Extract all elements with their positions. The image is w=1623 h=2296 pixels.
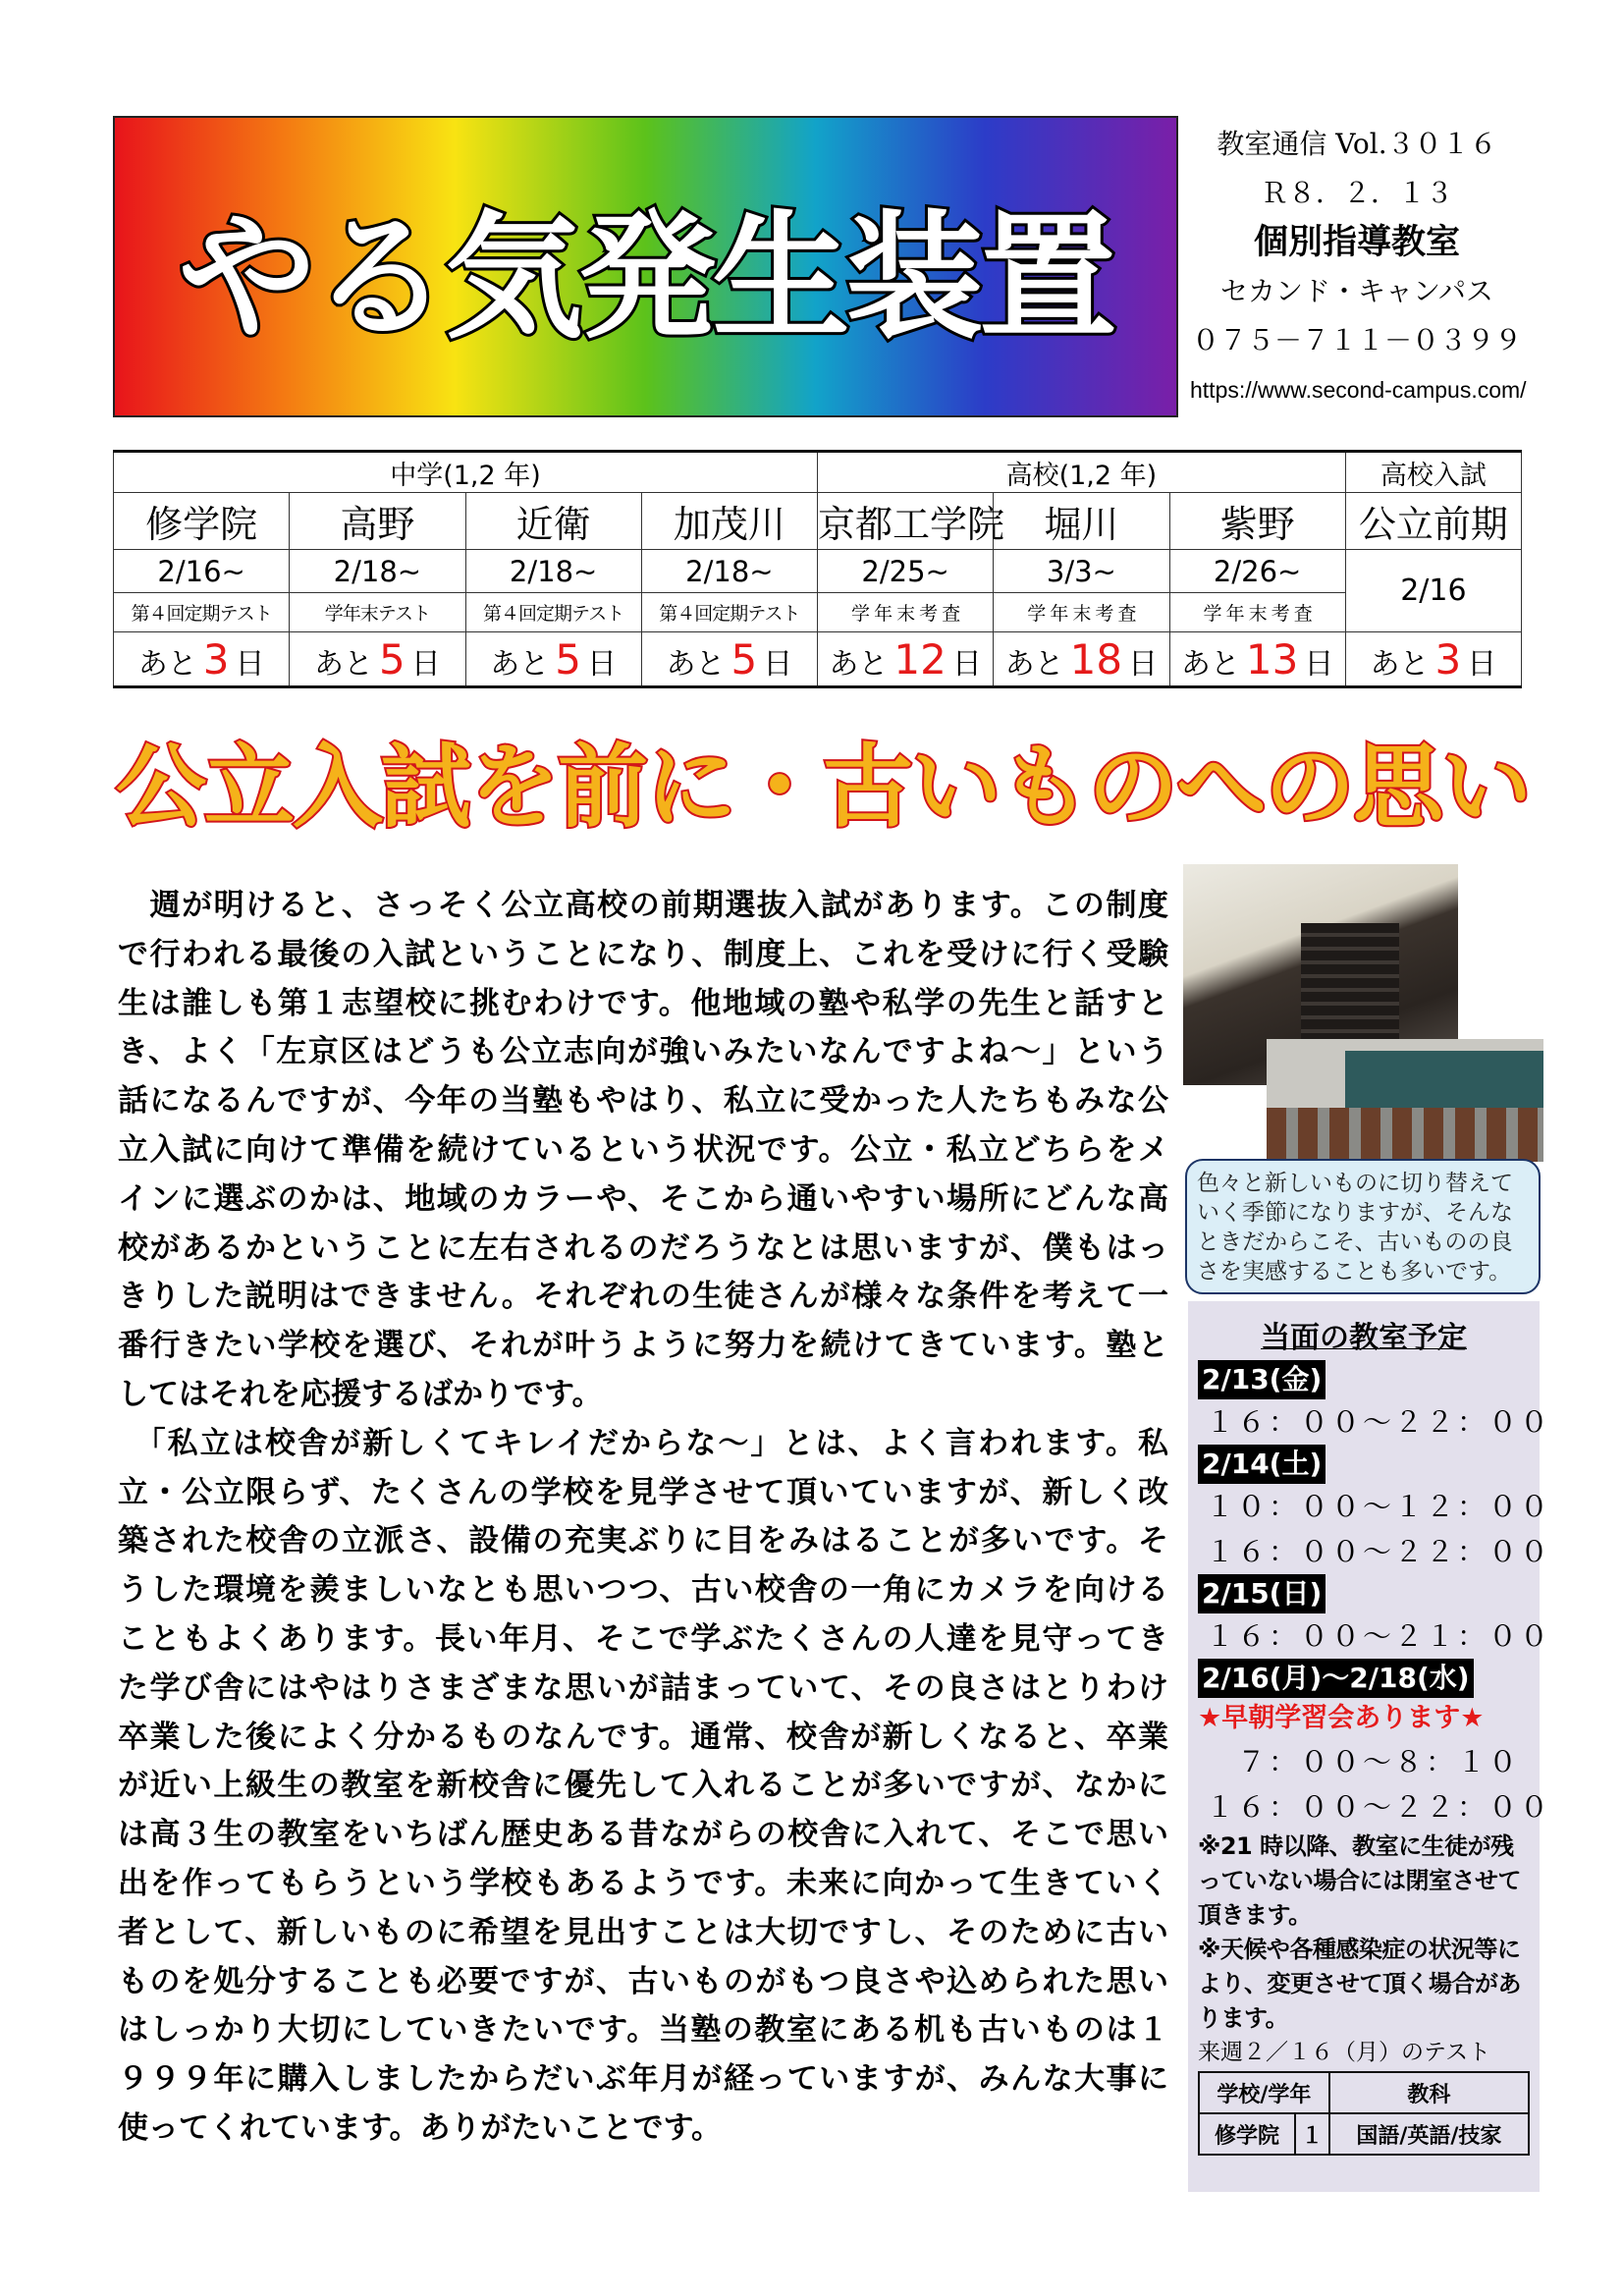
col-subject: 教科 xyxy=(1329,2072,1529,2113)
article-line: 立入試に向けて準備を続けているという状況です。公立・私立どちらをメ xyxy=(118,1131,1168,1168)
blackboard xyxy=(1345,1051,1543,1108)
article-line: 番行きたい学校を選び、それが叶うように努力を続けてきています。塾と xyxy=(118,1328,1168,1364)
countdown-cell xyxy=(1345,632,1521,687)
schedule-day xyxy=(1198,1574,1552,1659)
schedule-time: １６：００～２２：００ xyxy=(1206,1790,1552,1824)
countdown-cell xyxy=(290,632,465,687)
desks xyxy=(1267,1108,1543,1162)
countdown-days: 3 xyxy=(202,634,230,683)
early-study-notice: ★早朝学習会あります★ xyxy=(1198,1703,1485,1733)
title-banner xyxy=(113,116,1178,417)
school-name: 修学院 xyxy=(114,493,290,550)
test-grade: １ xyxy=(1295,2113,1329,2155)
countdown-cell xyxy=(1169,632,1345,687)
countdown-suffix: 日 xyxy=(586,646,617,682)
article-line: は高３生の教室をいちばん歴史ある昔ながらの校舎に入れて、そこで思い xyxy=(118,1817,1168,1853)
school-name: 紫野 xyxy=(1169,493,1345,550)
article-line: 週が明けると、さっそく公立高校の前期選抜入試があります。この制度 xyxy=(118,888,1168,923)
change-note: ※天候や各種感染症の状況等により、変更させて頂く場合があります。 xyxy=(1198,1936,1521,2032)
test-start-date: 2/25~ xyxy=(818,550,994,593)
countdown-days: 5 xyxy=(555,634,581,683)
classroom-photo xyxy=(1267,1039,1543,1162)
schedule-date: 2/16(月)～2/18(水) xyxy=(1198,1659,1474,1698)
countdown-suffix: 日 xyxy=(763,646,793,682)
article-paragraph-2 xyxy=(118,1420,1168,2154)
test-countdown-table xyxy=(113,450,1522,688)
countdown-days: 5 xyxy=(379,634,406,683)
countdown-cell xyxy=(465,632,641,687)
school-name: 加茂川 xyxy=(641,493,817,550)
test-name: 学年末テスト xyxy=(290,593,465,632)
test-start-date: 2/18~ xyxy=(290,550,465,593)
article-line: してはそれを応援するばかりです。 xyxy=(118,1376,603,1412)
article-line: 出を作ってもらうという学校もあるようです。未来に向かって生きていく xyxy=(118,1865,1168,1901)
article-line: た学び舎にはやはりさまざまな思いが詰まっていて、その良さはとりわけ xyxy=(118,1669,1168,1706)
schedule-title: 当面の教室予定 xyxy=(1261,1321,1467,1355)
countdown-prefix: あと xyxy=(314,646,373,682)
article-line: 築された校舎の立派さ、設備の充実ぶりに目をみはることが多いです。そ xyxy=(118,1523,1168,1559)
article-line: はしっかり大切にしていきたいです。当塾の教室にある机も古いものは１ xyxy=(118,2012,1168,2049)
countdown-cell xyxy=(641,632,817,687)
article-line: 立・公立限らず、たくさんの学校を見学させて頂いていますが、新しく改 xyxy=(118,1474,1168,1510)
schedule-day xyxy=(1198,1445,1552,1574)
newsletter-info xyxy=(1190,120,1527,414)
group-high-school: 高校(1,2 年) xyxy=(818,452,1346,493)
article-line: が近い上級生の教室を新校舎に優先して入れることが多いですが、なかに xyxy=(118,1768,1168,1804)
org-name: 個別指導教室 xyxy=(1253,222,1460,262)
article-line: 「私立は校舎が新しくてキレイだからな～」とは、よく言われます。私 xyxy=(118,1425,1168,1461)
website-link[interactable]: https://www.second-campus.com/ xyxy=(1190,377,1527,403)
countdown-suffix: 日 xyxy=(410,646,441,682)
article-body xyxy=(118,882,1168,2154)
test-start-date: 3/3~ xyxy=(994,550,1169,593)
schedule-time: １０：００～１２：００ xyxy=(1206,1490,1552,1523)
article-line: 者として、新しいものに希望を見出すことは大切ですし、そのために古い xyxy=(118,1914,1168,1950)
classroom-schedule-panel xyxy=(1188,1301,1552,2192)
school-name: セカンド・キャンパス xyxy=(1219,275,1494,307)
countdown-suffix: 日 xyxy=(1128,646,1159,682)
article-headline: 公立入試を前に・古いものへの思い xyxy=(116,735,1531,840)
test-school: 修学院 xyxy=(1199,2113,1295,2155)
countdown-suffix: 日 xyxy=(1304,646,1334,682)
next-week-tests-table xyxy=(1198,2071,1530,2156)
article-paragraph-1 xyxy=(118,882,1168,1420)
issue-number: 教室通信 Vol.３０１６ xyxy=(1217,128,1497,160)
countdown-days: 3 xyxy=(1434,634,1462,683)
school-name: 近衛 xyxy=(465,493,641,550)
article-line: うした環境を羨ましいなとも思いつつ、古い校舎の一角にカメラを向ける xyxy=(118,1572,1168,1609)
issue-date: Ｒ８．２．１３ xyxy=(1260,177,1453,209)
school-name: 高野 xyxy=(290,493,465,550)
article-line: 卒業した後によく分かるものなんです。通常、校舎が新しくなると、卒業 xyxy=(118,1719,1168,1755)
countdown-prefix: あと xyxy=(1004,646,1064,682)
article-line: で行われる最後の入試ということになり、制度上、これを受けに行く受験 xyxy=(118,936,1168,972)
closing-note: ※21 時以降、教室に生徒が残っていない場合には閉室させて頂きます。 xyxy=(1198,1832,1521,1929)
article-line: 使ってくれています。ありがたいことです。 xyxy=(118,2109,723,2146)
countdown-suffix: 日 xyxy=(235,646,265,682)
countdown-days: 12 xyxy=(893,634,947,683)
banner-title: やる気発生装置 xyxy=(178,198,1113,358)
countdown-prefix: あと xyxy=(137,646,197,682)
countdown-prefix: あと xyxy=(666,646,726,682)
countdown-days: 13 xyxy=(1245,634,1299,683)
countdown-days: 5 xyxy=(730,634,758,683)
article-line: 生は誰しも第１志望校に挑むわけです。他地域の塾や私学の先生と話すと xyxy=(118,985,1168,1021)
countdown-suffix: 日 xyxy=(1467,646,1497,682)
countdown-prefix: あと xyxy=(490,646,550,682)
school-name: 公立前期 xyxy=(1345,493,1521,550)
schedule-time: １６：００～２１：００ xyxy=(1206,1619,1552,1653)
schedule-time: ７：００～８：１０ xyxy=(1237,1745,1521,1778)
test-subjects: 国語/英語/技家 xyxy=(1329,2113,1529,2155)
test-name: 第４回定期テスト xyxy=(465,593,641,632)
schedule-day xyxy=(1198,1659,1552,1830)
article-line: ９９９年に購入しましたからだいぶ年月が経っていますが、みんな大事に xyxy=(118,2061,1168,2098)
test-name: 学 年 末 考 査 xyxy=(1169,593,1345,632)
test-name: 学 年 末 考 査 xyxy=(994,593,1169,632)
test-start-date: 2/18~ xyxy=(641,550,817,593)
test-start-date: 2/16~ xyxy=(114,550,290,593)
test-start-date: 2/26~ xyxy=(1169,550,1345,593)
countdown-cell xyxy=(994,632,1169,687)
test-name: 第４回定期テスト xyxy=(641,593,817,632)
article-line: ものを処分することも必要ですが、古いものがもつ良さや込められた思い xyxy=(118,1963,1168,1999)
article-line: き、よく「左京区はどうも公立志向が強いみたいなんですよね～」という xyxy=(118,1034,1168,1070)
countdown-suffix: 日 xyxy=(951,646,982,682)
test-start-date: 2/18~ xyxy=(465,550,641,593)
test-name: 第４回定期テスト xyxy=(114,593,290,632)
col-school-grade: 学校/学年 xyxy=(1199,2072,1329,2113)
schedule-time: １６：００～２２：００ xyxy=(1206,1535,1552,1568)
group-junior-high: 中学(1,2 年) xyxy=(114,452,818,493)
next-week-tests-label: 来週２／１６（月）のテスト xyxy=(1198,2040,1491,2065)
schedule-date: 2/14(土) xyxy=(1198,1445,1325,1484)
countdown-prefix: あと xyxy=(1370,646,1430,682)
test-name: 学 年 末 考 査 xyxy=(818,593,994,632)
exam-date: 2/16 xyxy=(1345,550,1521,632)
schedule-date: 2/13(金) xyxy=(1198,1360,1325,1399)
countdown-prefix: あと xyxy=(1180,646,1240,682)
photo-caption: 色々と新しいものに切り替えていく季節になりますが、そんなときだからこそ、古いものの良さを実感することも多いです。 xyxy=(1185,1159,1541,1294)
school-name: 堀川 xyxy=(994,493,1169,550)
article-line: こともよくあります。長い年月、そこで学ぶたくさんの人達を見守ってき xyxy=(118,1620,1168,1657)
article-line: 校があるかということに左右されるのだろうなとは思いますが、僕もはっ xyxy=(118,1230,1168,1266)
schedule-time: １６：００～２２：００ xyxy=(1206,1405,1552,1439)
article-line: 話になるんですが、今年の当塾もやはり、私立に受かった人たちもみな公 xyxy=(118,1083,1168,1120)
schedule-day xyxy=(1198,1360,1552,1445)
group-entrance-exam: 高校入試 xyxy=(1345,452,1521,493)
article-line: きりした説明はできません。それぞれの生徒さんが様々な条件を考えて一 xyxy=(118,1279,1168,1315)
article-line: インに選ぶのかは、地域のカラーや、そこから通いやすい場所にどんな高 xyxy=(118,1180,1168,1217)
schedule-date: 2/15(日) xyxy=(1198,1574,1325,1613)
countdown-days: 18 xyxy=(1069,634,1123,683)
countdown-cell xyxy=(114,632,290,687)
countdown-cell xyxy=(818,632,994,687)
countdown-prefix: あと xyxy=(829,646,889,682)
school-name: 京都工学院 xyxy=(818,493,994,550)
phone-number: ０７５－７１１－０３９９ xyxy=(1191,324,1522,356)
